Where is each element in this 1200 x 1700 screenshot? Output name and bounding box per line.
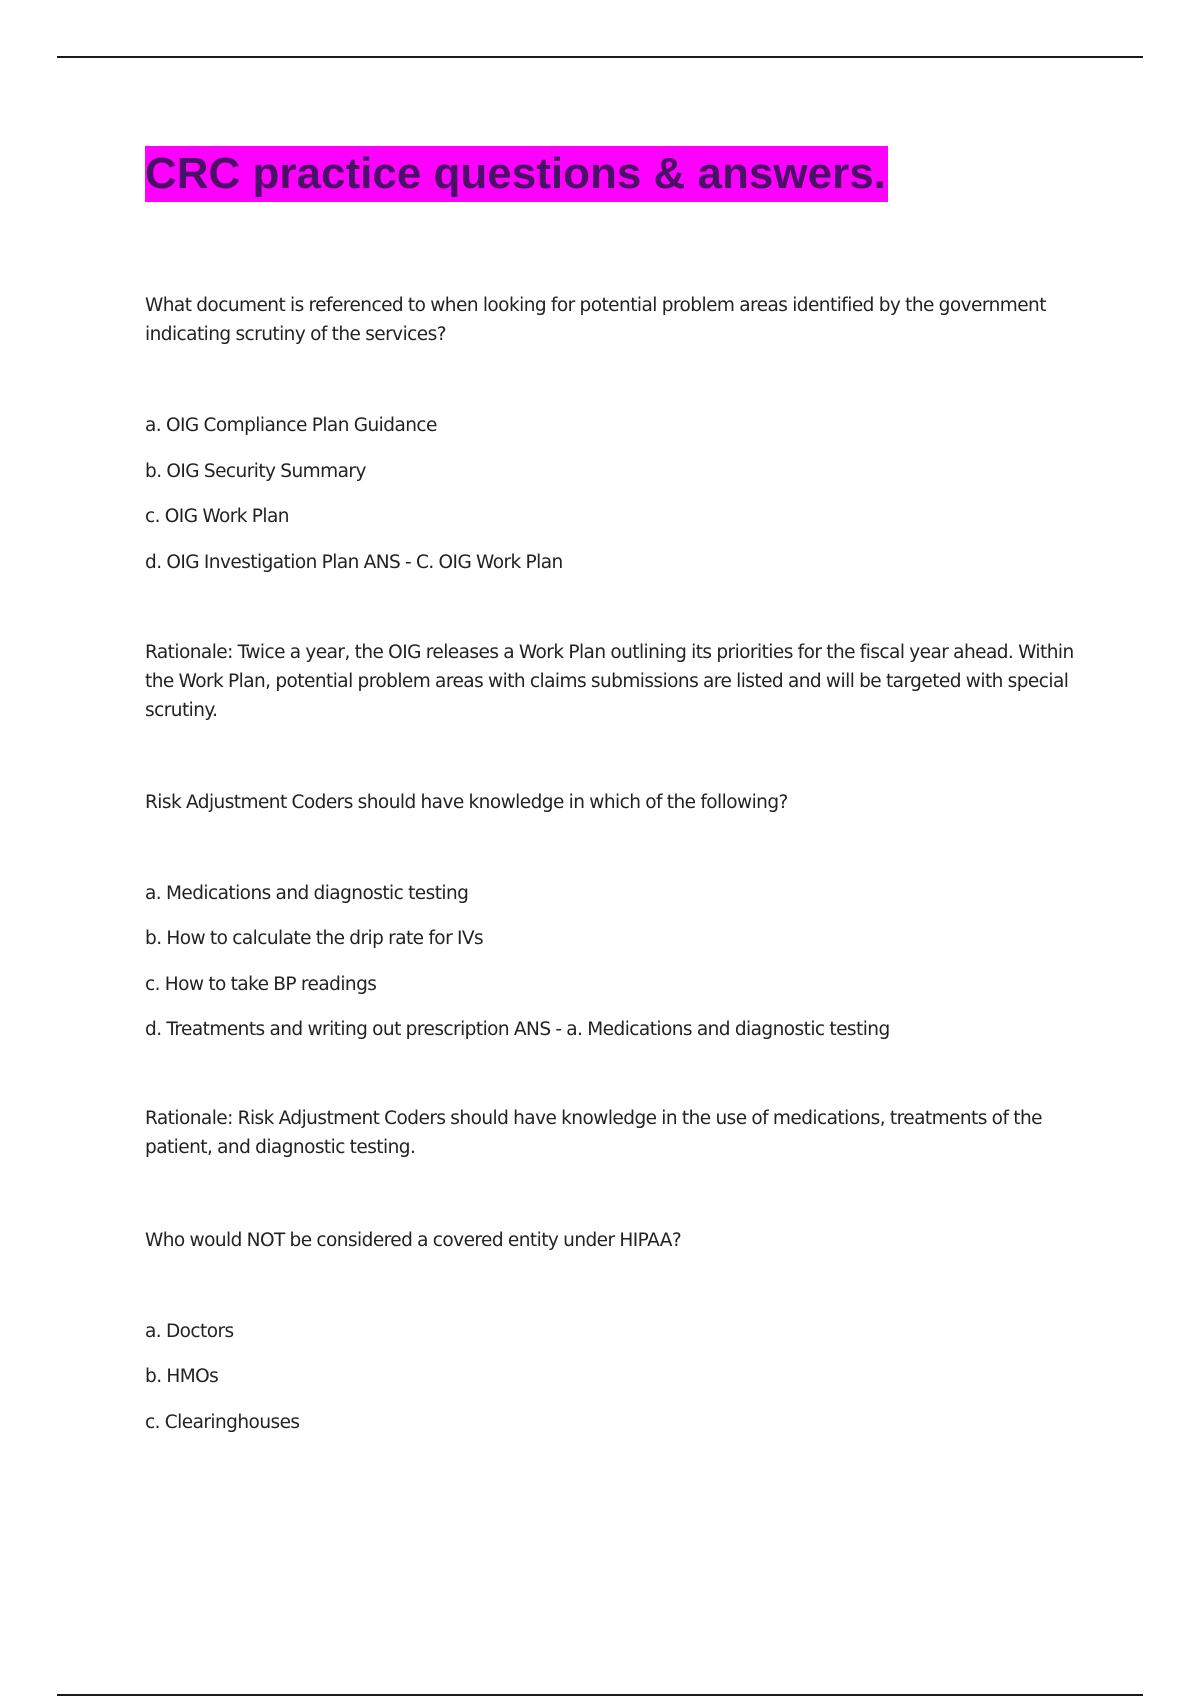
question-3-option-c: c. Clearinghouses: [145, 1412, 300, 1433]
question-2-option-a: a. Medications and diagnostic testing: [145, 883, 469, 904]
question-1-option-d-answer: d. OIG Investigation Plan ANS - C. OIG Work Plan: [145, 552, 563, 573]
question-2-option-c: c. How to take BP readings: [145, 974, 377, 995]
question-3-text: Who would NOT be considered a covered entity under HIPAA?: [145, 1230, 682, 1251]
question-1-option-c: c. OIG Work Plan: [145, 506, 289, 527]
question-3-option-a: a. Doctors: [145, 1321, 234, 1342]
question-1-text: What document is referenced to when looking for potential problem areas identified by the government indicating scrutiny of the services?: [145, 295, 1046, 345]
question-1-option-b: b. OIG Security Summary: [145, 461, 366, 482]
footer-rule: [57, 1694, 1143, 1696]
question-1-option-a: a. OIG Compliance Plan Guidance: [145, 415, 437, 436]
question-2-option-b: b. How to calculate the drip rate for IVs: [145, 928, 484, 949]
question-1-rationale: Rationale: Twice a year, the OIG releases a Work Plan outlining its priorities for the fiscal year ahead. Within the Work Plan, potential problem areas with claims submissions are listed and will be targeted with special scrutiny.: [145, 642, 1074, 721]
question-3-option-b: b. HMOs: [145, 1366, 219, 1387]
question-2-option-d-answer: d. Treatments and writing out prescription ANS - a. Medications and diagnostic testing: [145, 1019, 890, 1040]
question-2-rationale: Rationale: Risk Adjustment Coders should have knowledge in the use of medications, treatments of the patient, and diagnostic testing.: [145, 1108, 1042, 1158]
header-rule: [57, 56, 1143, 58]
document-title: CRC practice questions & answers.: [145, 146, 888, 202]
question-2-text: Risk Adjustment Coders should have knowledge in which of the following?: [145, 792, 788, 813]
